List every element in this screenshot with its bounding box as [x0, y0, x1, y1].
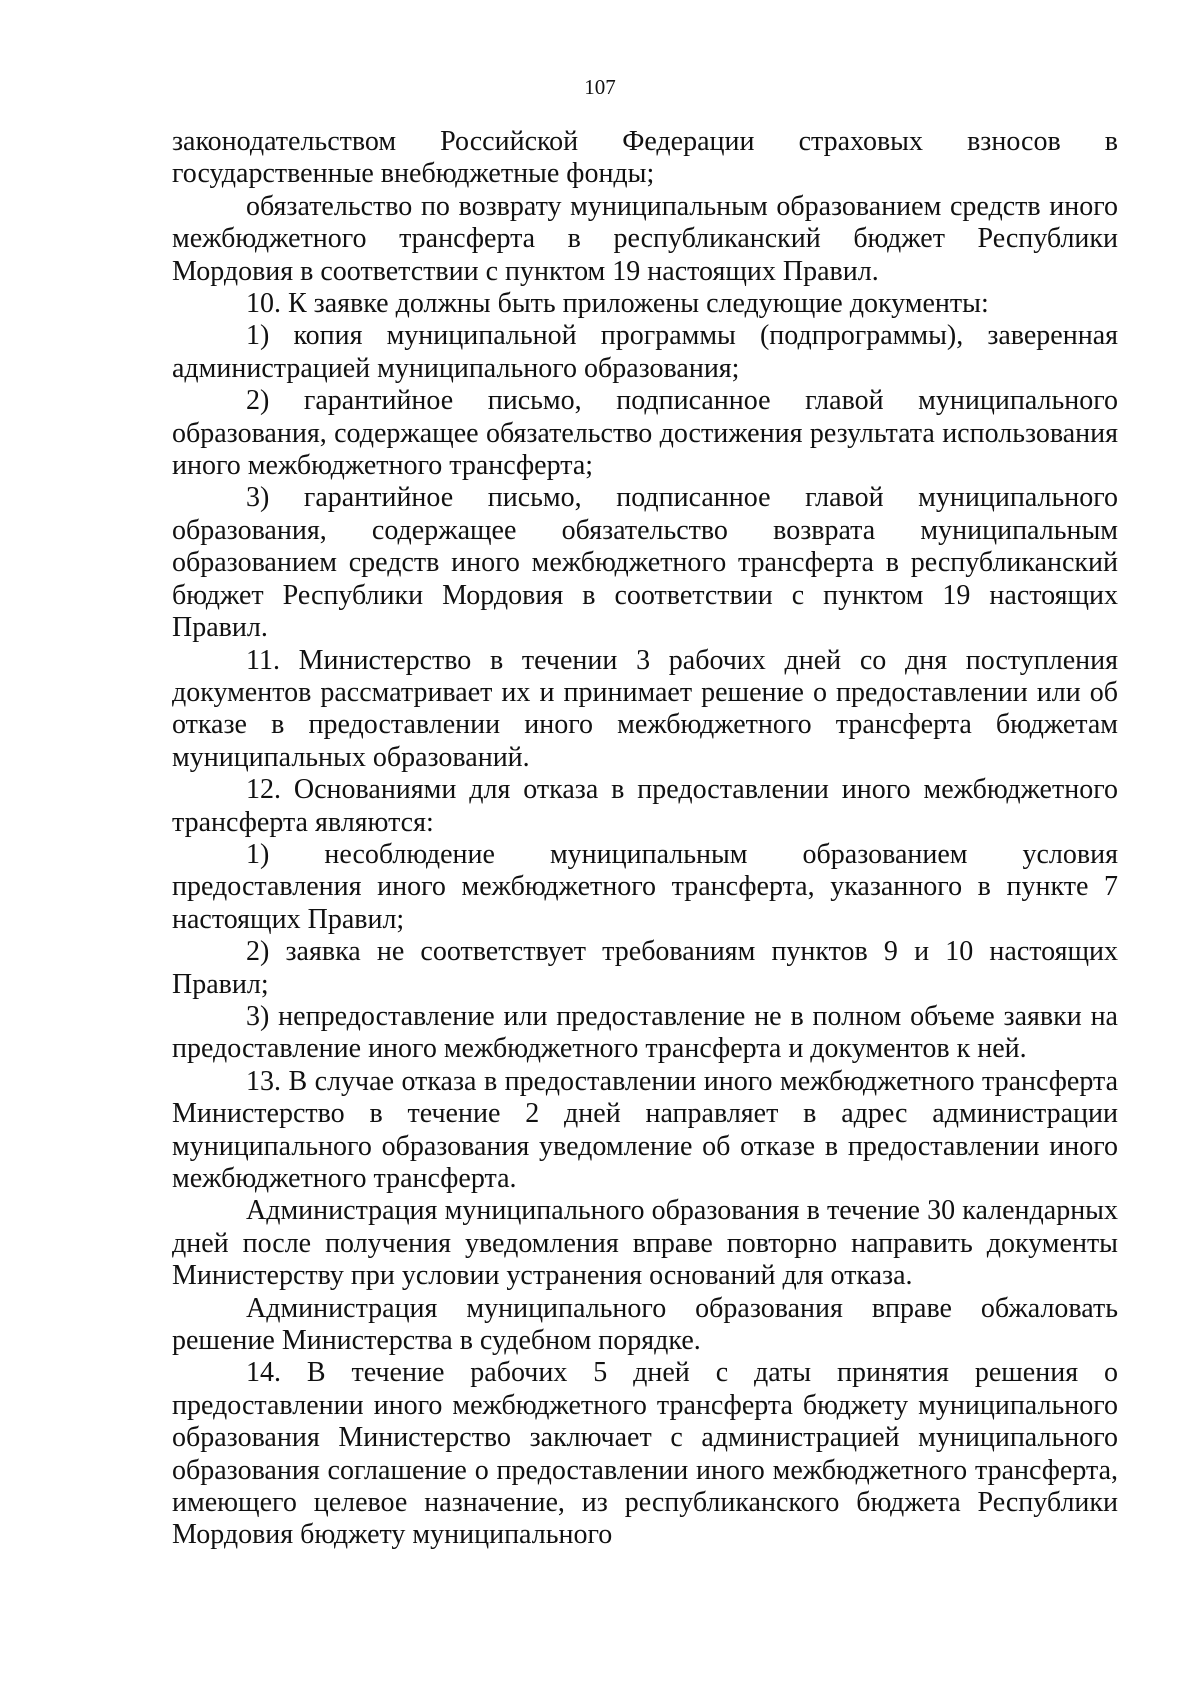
- paragraph-clause-12-item-3: 3) непредоставление или предоставление не в полном объеме заявки на предоставление иного межбюджетного трансферта и документов к ней.: [172, 1000, 1118, 1065]
- paragraph-clause-10-item-2: 2) гарантийное письмо, подписанное главой муниципального образования, содержащее обязательство достижения результата использования иного межбюджетного трансферта;: [172, 385, 1118, 482]
- paragraph-clause-13: 13. В случае отказа в предоставлении иного межбюджетного трансферта Министерство в течение 2 дней направляет в адрес администрации муниципального образования уведомление об отказе в предоставлении иного межбюджетного трансферта.: [172, 1065, 1118, 1194]
- paragraph-resubmission: Администрация муниципального образования в течение 30 календарных дней после получения уведомления вправе повторно направить документы Министерству при условии устранения оснований для отказа.: [172, 1195, 1118, 1292]
- paragraph-clause-12: 12. Основаниями для отказа в предоставлении иного межбюджетного трансферта являются:: [172, 774, 1118, 838]
- paragraph-continuation: законодательством Российской Федерации страховых взносов в государственные внебюджетные фонды;: [172, 126, 1118, 190]
- paragraph-obligation-return: обязательство по возврату муниципальным образованием средств иного межбюджетного трансферта в республиканский бюджет Республики Мордовия в соответствии с пунктом 19 настоящих Правил.: [172, 190, 1118, 287]
- paragraph-clause-10-item-1: 1) копия муниципальной программы (подпрограммы), заверенная администрацией муниципального образования;: [172, 320, 1118, 384]
- paragraph-clause-10-item-3: 3) гарантийное письмо, подписанное главой муниципального образования, содержащее обязательство возврата муниципальным образованием средств иного межбюджетного трансферта в республиканский бюджет Республики Мордовия в соответствии с пунктом 19 настоящих Правил.: [172, 482, 1118, 644]
- paragraph-clause-12-item-1: 1) несоблюдение муниципальным образованием условия предоставления иного межбюджетного трансферта, указанного в пункте 7 настоящих Правил;: [172, 838, 1118, 935]
- paragraph-clause-11: 11. Министерство в течении 3 рабочих дней со дня поступления документов рассматривает их и принимает решение о предоставлении или об отказе в предоставлении иного межбюджетного трансферта бюджетам муниципальных образований.: [172, 644, 1118, 773]
- page-number: 107: [584, 75, 616, 99]
- paragraph-clause-14: 14. В течение рабочих 5 дней с даты принятия решения о предоставлении иного межбюджетного трансферта бюджету муниципального образования Министерство заключает с администрацией муниципального образования соглашение о предоставлении иного межбюджетного трансферта, имеющего целевое назначение, из республиканского бюджета Республики Мордовия бюджету муниципального: [172, 1357, 1118, 1551]
- paragraph-clause-10: 10. К заявке должны быть приложены следующие документы:: [246, 288, 989, 320]
- paragraph-appeal: Администрация муниципального образования вправе обжаловать решение Министерства в судебном порядке.: [172, 1292, 1118, 1357]
- paragraph-clause-12-item-2: 2) заявка не соответствует требованиям пунктов 9 и 10 настоящих Правил;: [172, 936, 1118, 1000]
- document-body: [172, 126, 1118, 1552]
